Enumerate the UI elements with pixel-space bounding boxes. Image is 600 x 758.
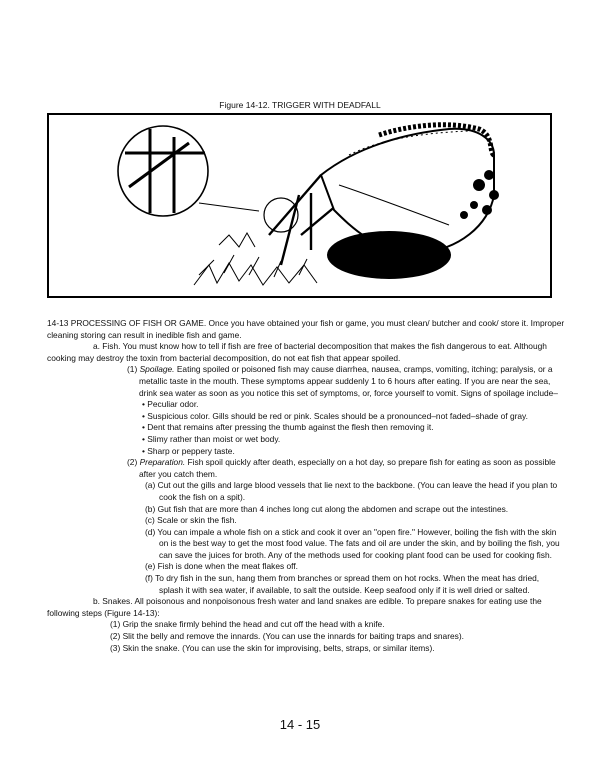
preparation-paragraph bbox=[47, 457, 565, 480]
snakes-heading: b. Snakes. bbox=[93, 596, 133, 607]
figure-trigger-deadfall bbox=[47, 113, 552, 298]
body-text bbox=[47, 318, 565, 654]
prep-heading: Preparation. bbox=[139, 457, 186, 468]
fish-paragraph bbox=[47, 341, 565, 364]
spoilage-sign: • Suspicious color. Gills should be red or pink. Scales should be a pronounced–not faded–shade of gray. bbox=[142, 410, 528, 421]
snakes-text: All poisonous and nonpoisonous fresh water and land snakes are edible. To prepare snakes for eating use the following steps (Figure 14-13): bbox=[47, 596, 542, 618]
magnifier-circle bbox=[118, 126, 208, 216]
spoilage-sign: • Peculiar odor. bbox=[142, 399, 199, 410]
spoilage-sign: • Sharp or peppery taste. bbox=[142, 445, 235, 456]
trigger-with-deadfall-illustration bbox=[49, 115, 550, 296]
prep-step: (a) Cut out the gills and large blood vessels that lie next to the backbone. (You can leave the head if you plan to cook the fish on a spit). bbox=[145, 480, 558, 502]
prep-step: (e) Fish is done when the meat flakes off. bbox=[145, 561, 298, 572]
spoilage-sign: • Slimy rather than moist or wet body. bbox=[142, 433, 281, 444]
prep-step: (b) Gut fish that are more than 4 inches long cut along the abdomen and scrape out the intestines. bbox=[145, 503, 509, 514]
section-intro: 14-13 PROCESSING OF FISH OR GAME. Once you have obtained your fish or game, you must clean/ butcher and cook/ store it. Improper cleaning storing can result in inedible fish and game. bbox=[47, 318, 565, 340]
rock-shadow bbox=[327, 231, 451, 279]
prep-step: (c) Scale or skin the fish. bbox=[145, 515, 237, 526]
snake-step: (2) Slit the belly and remove the innards. (You can use the innards for baiting traps and snares). bbox=[110, 631, 464, 642]
spoilage-paragraph bbox=[47, 364, 565, 399]
prep-step: (d) You can impale a whole fish on a stick and cook it over an "open fire." However, boiling the fish with the skin on is the best way to get the most food value. The fats and oil are under the skin, and by boiling the fish, you can save the juices for broth. Any of the methods used for cooking plant food can be used for cooking fish. bbox=[145, 526, 560, 560]
prep-step: (f) To dry fish in the sun, hang them from branches or spread them on hot rocks. When the meat has dried, splash it with sea water, if available, to salt the outside. Keep seafood only if it is well dried or salted. bbox=[145, 573, 540, 595]
snake-step: (1) Grip the snake firmly behind the head and cut off the head with a knife. bbox=[110, 619, 385, 630]
spoilage-sign: • Dent that remains after pressing the thumb against the flesh then removing it. bbox=[142, 422, 434, 433]
figure-caption: Figure 14-12. TRIGGER WITH DEADFALL bbox=[219, 100, 381, 110]
snakes-paragraph bbox=[47, 596, 565, 619]
prep-num: (2) bbox=[127, 457, 138, 468]
snake-step: (3) Skin the snake. (You can use the skin for improvising, belts, straps, or similar items). bbox=[110, 642, 435, 653]
spoilage-heading: Spoilage. bbox=[139, 364, 175, 375]
fish-text: You must know how to tell if fish are free of bacterial decomposition that makes the fish dangerous to eat. Although cooking may destroy the toxin from bacterial decomposition, do not eat fish that appear spoiled. bbox=[47, 341, 547, 363]
spoilage-num: (1) bbox=[127, 364, 138, 375]
spoilage-text: Eating spoiled or poisoned fish may cause diarrhea, nausea, cramps, vomiting, itching; paralysis, or a metallic taste in the mouth. These symptoms appear suddenly 1 to 6 hours after eating. If you are near the sea, drink sea water as soon as you notice this set of symptoms, or, force yourself to vomit. Signs of spoilage include– bbox=[139, 364, 558, 398]
prep-text: Fish spoil quickly after death, especially on a hot day, so prepare fish for eating as soon as possible after you catch them. bbox=[139, 457, 556, 479]
page-number: 14 - 15 bbox=[279, 717, 321, 732]
fish-heading: a. Fish. bbox=[93, 341, 121, 352]
